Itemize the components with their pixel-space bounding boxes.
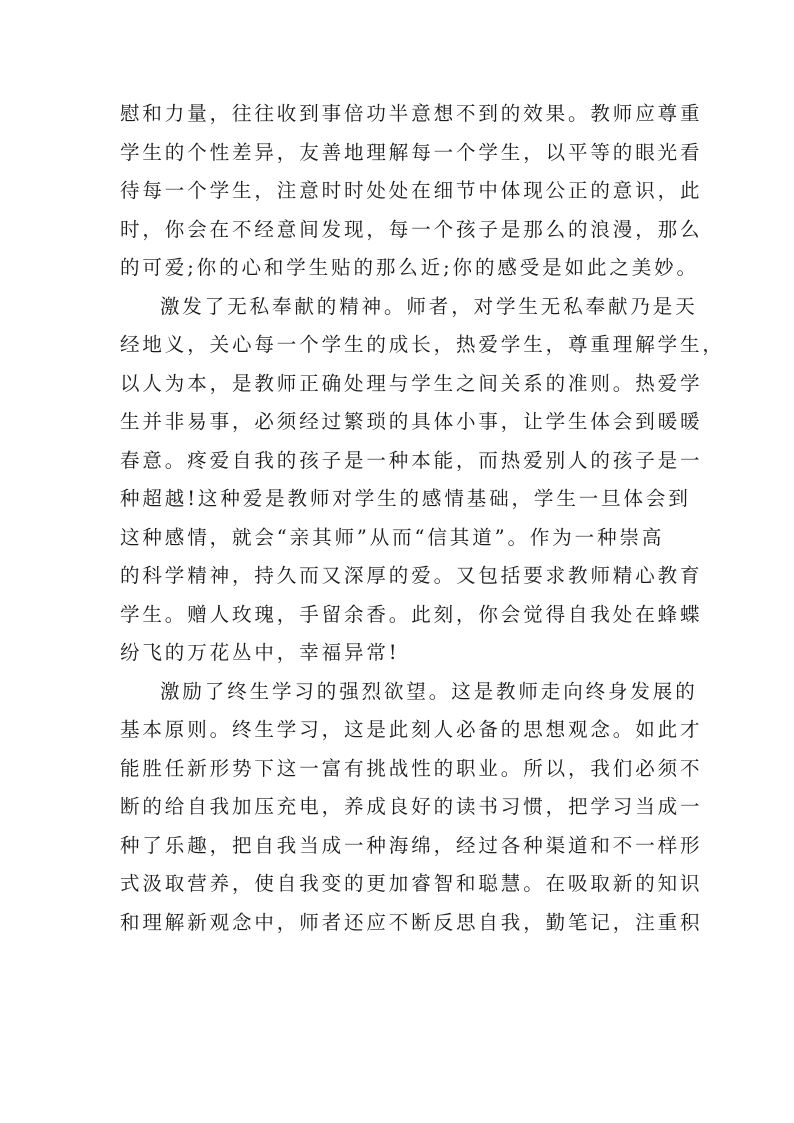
text-line: 纷飞的万花丛中，幸福异常! [120, 641, 400, 664]
paragraph [120, 288, 725, 673]
text-line: 待每一个学生，注意时时处处在细节中体现公正的意识，此 [120, 179, 703, 202]
text-line: 和理解新观念中，师者还应不断反思自我，勤笔记，注重积 [120, 910, 703, 934]
text-line: 春意。疼爱自我的孩子是一种本能，而热爱别人的孩子是一 [120, 448, 703, 472]
body-text [120, 95, 725, 942]
text-line: 种超越!这种爱是教师对学生的感情基础，学生一旦体会到 [120, 487, 691, 510]
text-line: 生并非易事，必须经过繁琐的具体小事，让学生体会到暖暖 [120, 410, 703, 433]
text-line: 的可爱;你的心和学生贴的那么近;你的感受是如此之美妙。 [120, 256, 699, 279]
paragraph [120, 673, 703, 943]
text-line: 的科学精神，持久而又深厚的爱。又包括要求教师精心教育 [120, 564, 703, 587]
text-line: 基本原则。终生学习，这是此刻人必备的思想观念。如此才 [120, 718, 703, 741]
text-line: 以人为本，是教师正确处理与学生之间关系的准则。热爱学 [120, 371, 703, 395]
text-line: 断的给自我加压充电，养成良好的读书习惯，把学习当成一 [120, 795, 703, 818]
paragraph [120, 95, 703, 288]
text-line: 激发了无私奉献的精神。师者，对学生无私奉献乃是天 [160, 294, 698, 318]
text-line: 学生的个性差异，友善地理解每一个学生，以平等的眼光看 [120, 140, 703, 164]
text-line: 能胜任新形势下这一富有挑战性的职业。所以，我们必须不 [120, 756, 703, 780]
text-line: 激励了终生学习的强烈欲望。这是教师走向终身发展的 [160, 679, 698, 703]
text-line: 这种感情，就会“亲其师”从而“信其道”。作为一种崇高 [120, 525, 665, 549]
text-line: 经地义，关心每一个学生的成长，热爱学生，尊重理解学生， [120, 333, 725, 356]
text-line: 学生。赠人玫瑰，手留余香。此刻，你会觉得自我处在蜂蝶 [120, 602, 703, 626]
text-line: 时，你会在不经意间发现，每一个孩子是那么的浪漫，那么 [120, 217, 703, 241]
text-line: 式汲取营养，使自我变的更加睿智和聪慧。在吸取新的知识 [120, 872, 703, 895]
text-line: 慰和力量，往往收到事倍功半意想不到的效果。教师应尊重 [120, 102, 703, 125]
text-line: 种了乐趣，把自我当成一种海绵，经过各种渠道和不一样形 [120, 833, 703, 857]
